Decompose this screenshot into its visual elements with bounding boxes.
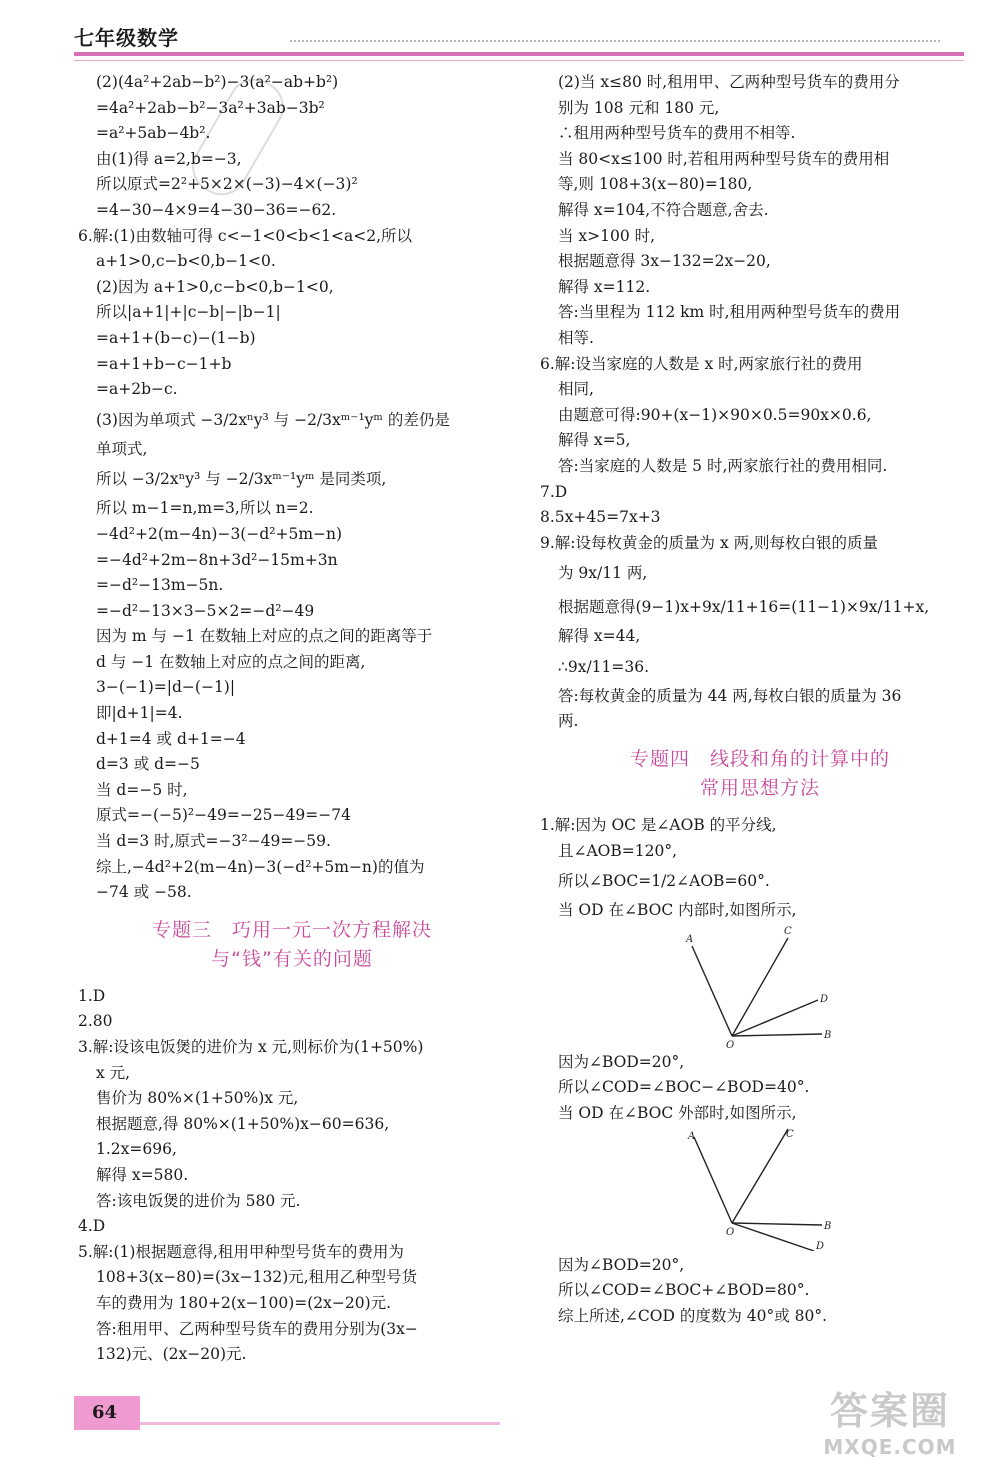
footer-rule — [140, 1422, 500, 1425]
text-line: 所以|a+1|+|c−b|−|b−1| — [96, 303, 281, 322]
text-line: 由(1)得 a=2,b=−3, — [96, 149, 242, 168]
text-line: =−4d²+2m−8n+3d²−15m+3n — [96, 550, 338, 569]
text-line: 相同, — [558, 380, 594, 399]
text-line: 售价为 80%×(1+50%)x 元, — [96, 1089, 299, 1108]
text-line: 由题意可得:90+(x−1)×90×0.5=90x×0.6, — [558, 405, 872, 424]
text-line: 因为∠BOD=20°, — [558, 1052, 685, 1071]
text-line: 3−(−1)=|d−(−1)| — [96, 678, 236, 697]
text-line: 所以∠BOC=1/2∠AOB=60°. — [558, 872, 770, 891]
text-line: =a²+5ab−4b². — [96, 124, 211, 143]
text-line: 1.2x=696, — [96, 1140, 177, 1159]
ray-od — [732, 1000, 818, 1036]
text-line: 即|d+1|=4. — [96, 704, 183, 723]
ray-od — [732, 1223, 814, 1251]
text-line: d+1=4 或 d+1=−4 — [96, 729, 246, 748]
text-line: 7.D — [540, 482, 568, 501]
text-line: ∴9x/11=36. — [558, 657, 650, 676]
text-line: 所以∠COD=∠BOC−∠BOD=40°. — [558, 1078, 810, 1097]
label-d: D — [820, 993, 829, 1005]
text-line: 等,则 108+3(x−80)=180, — [558, 175, 753, 194]
text-line: 1.解:因为 OC 是∠AOB 的平分线, — [540, 816, 777, 835]
text-line: 当 OD 在∠BOC 外部时,如图所示, — [558, 1104, 797, 1123]
right-column — [540, 70, 980, 1329]
text-line: =a+2b−c. — [96, 380, 178, 399]
label-b: B — [824, 1220, 832, 1232]
text-line: 8.5x+45=7x+3 — [540, 508, 661, 527]
section-heading: 专题四 线段和角的计算中的 — [629, 748, 890, 771]
watermark-logo-text: 答案圈 — [829, 1389, 950, 1433]
ray-oc — [732, 1129, 788, 1223]
section-heading: 与“钱”有关的问题 — [211, 947, 373, 970]
text-line: 根据题意,得 80%×(1+50%)x−60=636, — [96, 1114, 390, 1133]
text-line: 两. — [558, 712, 579, 731]
text-line: 当 d=3 时,原式=−3²−49=−59. — [96, 832, 331, 851]
text-line: 当 d=−5 时, — [96, 780, 188, 799]
ray-oa — [692, 946, 732, 1036]
text-line: d 与 −1 在数轴上对应的点之间的距离, — [96, 652, 366, 671]
ray-oc — [732, 938, 788, 1036]
text-line: 2.80 — [78, 1012, 113, 1031]
ray-ob — [732, 1034, 822, 1036]
watermark-url: MXQE.COM — [823, 1435, 957, 1459]
text-line: 6.解:设当家庭的人数是 x 时,两家旅行社的费用 — [540, 354, 863, 373]
angle-figure-outside — [540, 1127, 980, 1253]
text-line: 答:每枚黄金的质量为 44 两,每枚白银的质量为 36 — [558, 686, 902, 705]
text-line: 因为∠BOD=20°, — [558, 1255, 685, 1274]
text-line: 综上所述,∠COD 的度数为 40°或 80°. — [558, 1306, 828, 1325]
text-line: 当 80<x≤100 时,若租用两种型号货车的费用相 — [558, 149, 890, 168]
section-heading: 常用思想方法 — [699, 777, 820, 800]
text-line: a+1>0,c−b<0,b−1<0. — [96, 252, 276, 271]
text-line: x 元, — [96, 1063, 131, 1082]
text-line: 原式=−(−5)²−49=−25−49=−74 — [96, 806, 351, 825]
text-line: 9.解:设每枚黄金的质量为 x 两,则每枚白银的质量 — [540, 533, 879, 552]
angle-figure-inside — [540, 924, 980, 1050]
ray-oa — [694, 1137, 732, 1223]
text-line: 所以 −3/2xⁿy³ 与 −2/3xᵐ⁻¹yᵐ 是同类项, — [96, 470, 387, 489]
header-dotted-line — [290, 40, 940, 42]
text-line: 1.D — [78, 986, 106, 1005]
page-header-title: 七年级数学 — [74, 26, 179, 50]
text-line: −74 或 −58. — [96, 883, 192, 902]
text-line: 132)元、(2x−20)元. — [96, 1345, 247, 1364]
text-line: 解得 x=112. — [558, 277, 651, 296]
text-line: =4a²+2ab−b²−3a²+3ab−3b² — [96, 98, 325, 117]
text-line: 4.D — [78, 1217, 106, 1236]
text-line: 6.解:(1)由数轴可得 c<−1<0<b<1<a<2,所以 — [78, 226, 413, 245]
text-line: 5.解:(1)根据题意得,租用甲种型号货车的费用为 — [78, 1242, 404, 1261]
text-line: 3.解:设该电饭煲的进价为 x 元,则标价为(1+50%) — [78, 1038, 424, 1056]
text-line: 根据题意得(9−1)x+9x/11+16=(11−1)×9x/11+x, — [558, 598, 930, 617]
text-line: (2)(4a²+2ab−b²)−3(a²−ab+b²) — [96, 73, 339, 91]
header-rule-thin — [74, 60, 964, 61]
text-line: 根据题意得 3x−132=2x−20, — [558, 252, 771, 271]
label-o: O — [726, 1226, 735, 1238]
text-line: 综上,−4d²+2(m−4n)−3(−d²+5m−n)的值为 — [96, 857, 425, 876]
text-line: 答:该电饭煲的进价为 580 元. — [96, 1191, 301, 1210]
label-b: B — [824, 1029, 832, 1041]
text-line: 相等. — [558, 328, 594, 347]
text-line: 解得 x=104,不符合题意,舍去. — [558, 200, 769, 219]
text-line: (3)因为单项式 −3/2xⁿy³ 与 −2/3xᵐ⁻¹yᵐ 的差仍是 — [96, 410, 450, 429]
text-line: 答:当家庭的人数是 5 时,两家旅行社的费用相同. — [558, 456, 888, 475]
text-line: 当 x>100 时, — [558, 226, 656, 245]
text-line: 答:租用甲、乙两种型号货车的费用分别为(3x− — [96, 1319, 418, 1338]
text-line: 当 OD 在∠BOC 内部时,如图所示, — [558, 901, 797, 920]
text-line: 单项式, — [96, 439, 148, 458]
text-line: 解得 x=580. — [96, 1165, 189, 1184]
label-a: A — [688, 1130, 696, 1142]
text-line: 因为 m 与 −1 在数轴上对应的点之间的距离等于 — [96, 627, 433, 646]
text-line: 答:当里程为 112 km 时,租用两种型号货车的费用 — [558, 303, 901, 322]
text-line: 且∠AOB=120°, — [558, 841, 678, 860]
text-line: 所以原式=2²+5×2×(−3)−4×(−3)² — [96, 175, 358, 194]
page-number: 64 — [92, 1402, 118, 1423]
left-column — [78, 70, 506, 1368]
label-c: C — [784, 925, 792, 937]
text-line: d=3 或 d=−5 — [96, 755, 200, 774]
text-line: =4−30−4×9=4−30−36=−62. — [96, 200, 337, 219]
text-line: =−d²−13m−5n. — [96, 576, 224, 595]
label-a: A — [686, 933, 694, 945]
text-line: 108+3(x−80)=(3x−132)元,租用乙种型号货 — [96, 1268, 418, 1287]
text-line: (2)因为 a+1>0,c−b<0,b−1<0, — [96, 277, 334, 296]
text-line: 车的费用为 180+2(x−100)=(2x−20)元. — [96, 1293, 392, 1312]
angle-diagram-2 — [680, 1127, 840, 1251]
watermark — [800, 1380, 980, 1459]
text-line: 别为 108 元和 180 元, — [558, 98, 720, 117]
text-line: =−d²−13×3−5×2=−d²−49 — [96, 601, 315, 620]
text-line: =a+1+b−c−1+b — [96, 354, 232, 373]
section-heading: 专题三 巧用一元一次方程解决 — [151, 918, 432, 941]
text-line: 所以∠COD=∠BOC+∠BOD=80°. — [558, 1281, 810, 1300]
text-line: 解得 x=5, — [558, 431, 631, 450]
text-line: =a+1+(b−c)−(1−b) — [96, 328, 256, 347]
text-line: 解得 x=44, — [558, 627, 641, 646]
text-line: ∴租用两种型号货车的费用不相等. — [558, 124, 796, 143]
text-line: −4d²+2(m−4n)−3(−d²+5m−n) — [96, 524, 343, 543]
text-line: 所以 m−1=n,m=3,所以 n=2. — [96, 499, 314, 518]
label-d: D — [816, 1240, 825, 1251]
label-c: C — [786, 1128, 794, 1140]
header-rule — [74, 52, 964, 56]
text-line: 为 9x/11 两, — [558, 564, 648, 583]
ray-ob — [732, 1223, 822, 1225]
text-line: (2)当 x≤80 时,租用甲、乙两种型号货车的费用分 — [558, 73, 900, 91]
angle-diagram-1 — [680, 924, 840, 1048]
label-o: O — [726, 1039, 735, 1048]
